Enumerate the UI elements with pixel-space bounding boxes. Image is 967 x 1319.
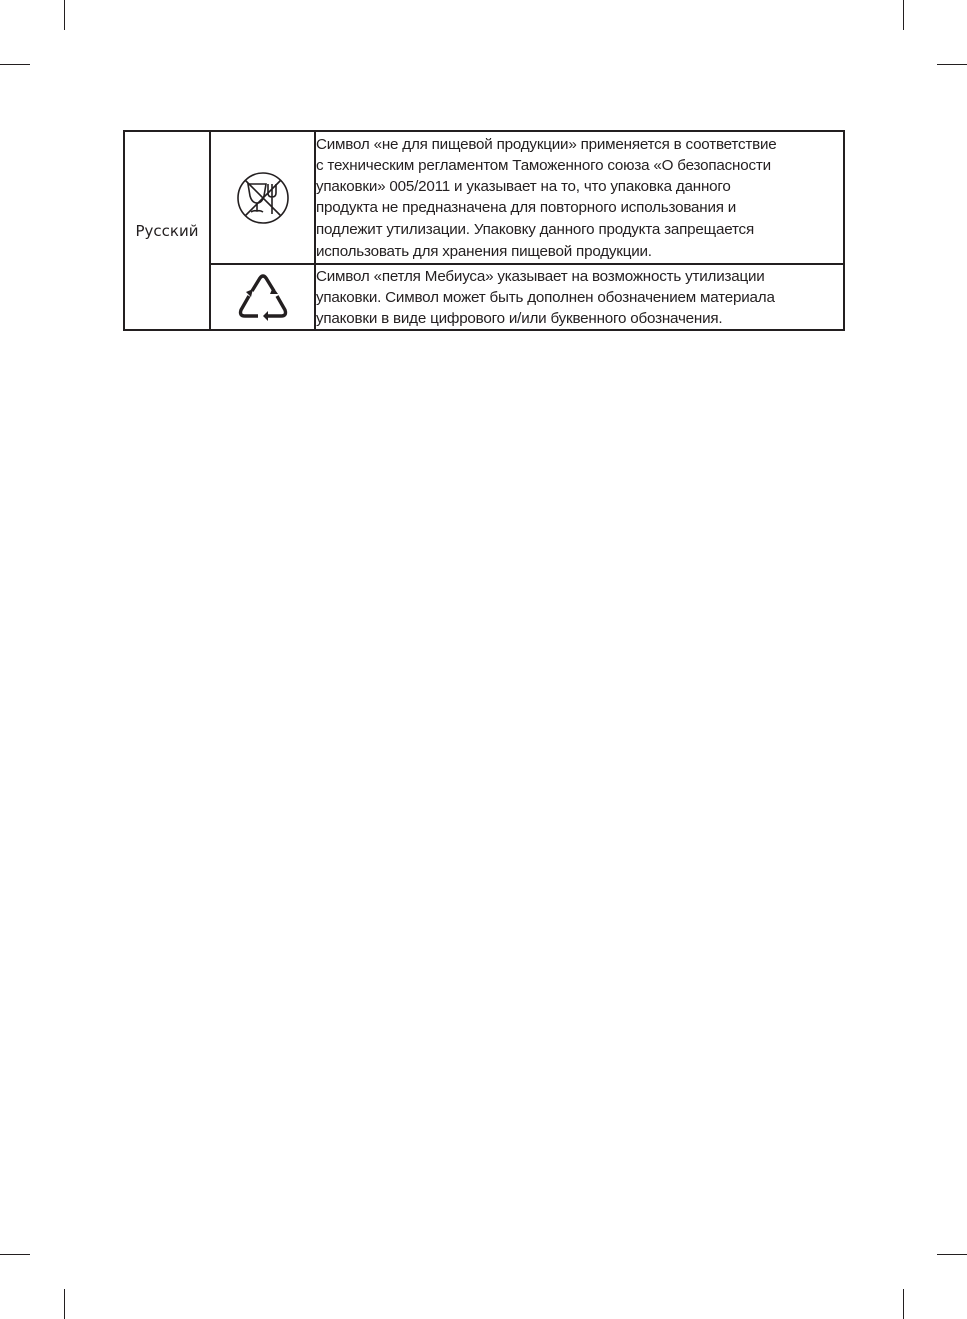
crop-mark-bottom-right-horizontal — [937, 1254, 967, 1255]
crop-mark-bottom-left-horizontal — [0, 1254, 30, 1255]
description-not-for-food — [315, 131, 844, 264]
description-line: упаковки в виде цифрового и/или буквенного обозначения. — [316, 309, 723, 327]
icon-cell — [210, 264, 315, 330]
crop-mark-bottom-left-vertical — [64, 1289, 65, 1319]
crop-mark-top-left-horizontal — [0, 64, 30, 65]
description-mobius-loop — [315, 264, 844, 330]
mobius-loop-recycle-icon — [211, 269, 314, 325]
crop-mark-top-left-vertical — [64, 0, 65, 30]
language-label: Русский — [124, 131, 210, 330]
crop-mark-top-right-vertical — [903, 0, 904, 30]
crop-mark-bottom-right-vertical — [903, 1289, 904, 1319]
icon-cell — [210, 131, 315, 264]
description-line: упаковки. Символ может быть дополнен обозначением материала — [316, 288, 775, 306]
table-row-mobius-loop — [124, 264, 844, 330]
not-for-food-icon — [211, 170, 314, 226]
description-line: с техническим регламентом Таможенного союза «О безопасности — [316, 156, 771, 174]
description-line: Символ «не для пищевой продукции» применяется в соответствие — [316, 135, 777, 153]
table-row-not-for-food — [124, 131, 844, 264]
description-line: продукта не предназначена для повторного использования и — [316, 198, 737, 216]
packaging-symbols-table — [123, 130, 845, 331]
description-line: Символ «петля Мебиуса» указывает на возможность утилизации — [316, 267, 765, 285]
description-line: использовать для хранения пищевой продукции. — [316, 242, 652, 260]
description-line: подлежит утилизации. Упаковку данного продукта запрещается — [316, 220, 754, 238]
crop-mark-top-right-horizontal — [937, 64, 967, 65]
description-line: упаковки» 005/2011 и указывает на то, что упаковка данного — [316, 177, 731, 195]
